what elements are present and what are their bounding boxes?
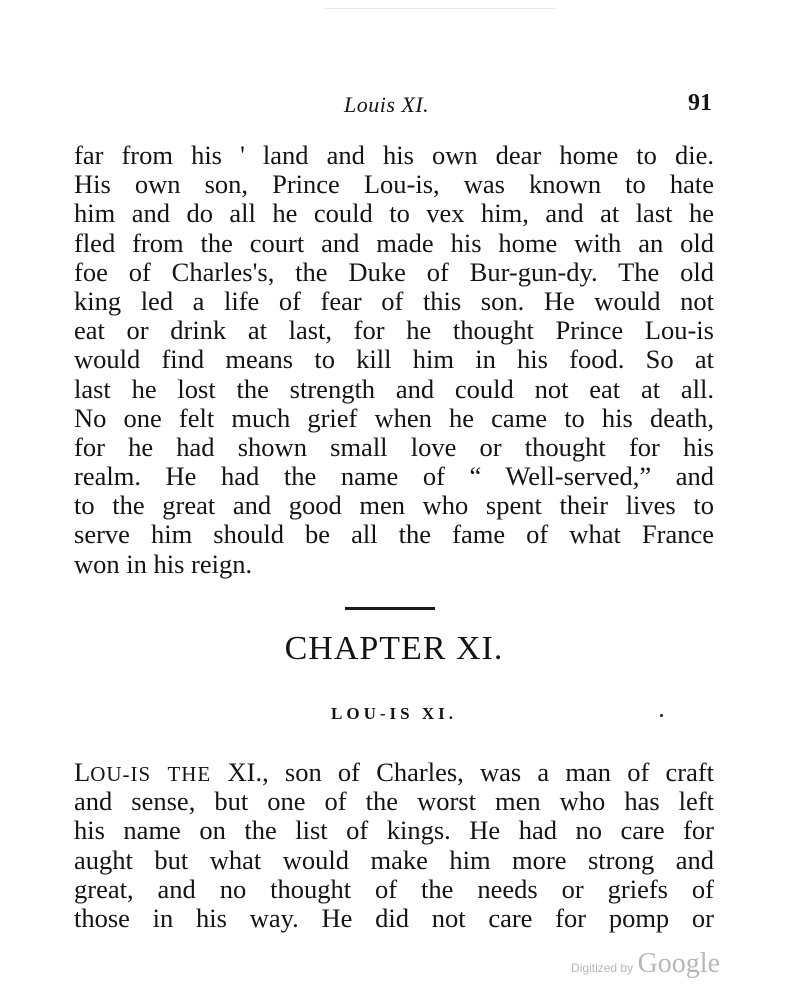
opening-line bbox=[74, 758, 714, 787]
paragraph-chapter-opening bbox=[74, 758, 714, 933]
text-line: foe of Charles's, the Duke of Bur-gun-dy. The old bbox=[74, 256, 714, 287]
text-line: would find means to kill him in his food. So at bbox=[74, 344, 714, 375]
text-line: to the great and good men who spent their lives to bbox=[74, 490, 714, 521]
paragraph-continued bbox=[74, 141, 714, 579]
section-divider-rule bbox=[345, 607, 435, 610]
text-line: aught but what would make him more strong and bbox=[74, 844, 714, 875]
text-line: His own son, Prince Lou-is, was known to hate bbox=[74, 169, 714, 200]
chapter-heading: CHAPTER XI. bbox=[284, 630, 504, 667]
chapter-subtitle: LOU-IS XI. bbox=[331, 704, 457, 723]
text-line: fled from the court and made his home with an old bbox=[74, 227, 714, 258]
running-head bbox=[74, 88, 714, 120]
opening-l: L bbox=[74, 757, 91, 787]
running-title: Louis XI. bbox=[344, 92, 430, 117]
digitized-watermark bbox=[571, 948, 720, 980]
text-line: those in his way. He did not care for pomp or bbox=[74, 902, 714, 933]
text-line: eat or drink at last, for he thought Prince Lou-is bbox=[74, 315, 714, 346]
text-line: last he lost the strength and could not eat at all. bbox=[74, 373, 714, 404]
text-line: serve him should be all the fame of what France bbox=[74, 519, 714, 550]
text-line: king led a life of fear of this son. He would not bbox=[74, 285, 714, 316]
text-line: his name on the list of kings. He had no care for bbox=[74, 815, 714, 846]
text-line: won in his reign. bbox=[74, 548, 253, 579]
opening-hyphen: - bbox=[122, 762, 131, 786]
opening-is: IS bbox=[130, 762, 152, 786]
watermark-brand-logo: Google bbox=[637, 948, 720, 979]
text-line: and sense, but one of the worst men who has left bbox=[74, 786, 714, 817]
opening-rest: XI., son of Charles, was a man of craft bbox=[227, 757, 715, 787]
text-line: No one felt much grief when he came to his death, bbox=[74, 402, 714, 433]
watermark-prefix: Digitized by bbox=[571, 961, 634, 975]
opening-the: THE bbox=[167, 762, 212, 786]
text-line: realm. He had the name of “ Well-served,” and bbox=[74, 461, 714, 492]
text-line: far from his ' land and his own dear home to die. bbox=[74, 140, 714, 170]
top-edge-trace bbox=[325, 0, 555, 9]
text-line: for he had shown small love or thought for his bbox=[74, 431, 714, 462]
opening-ou: OU bbox=[90, 762, 123, 786]
page-number: 91 bbox=[688, 90, 712, 116]
print-speck bbox=[660, 714, 663, 717]
text-line: him and do all he could to vex him, and at last he bbox=[74, 198, 714, 229]
text-line: great, and no thought of the needs or griefs of bbox=[74, 873, 714, 904]
